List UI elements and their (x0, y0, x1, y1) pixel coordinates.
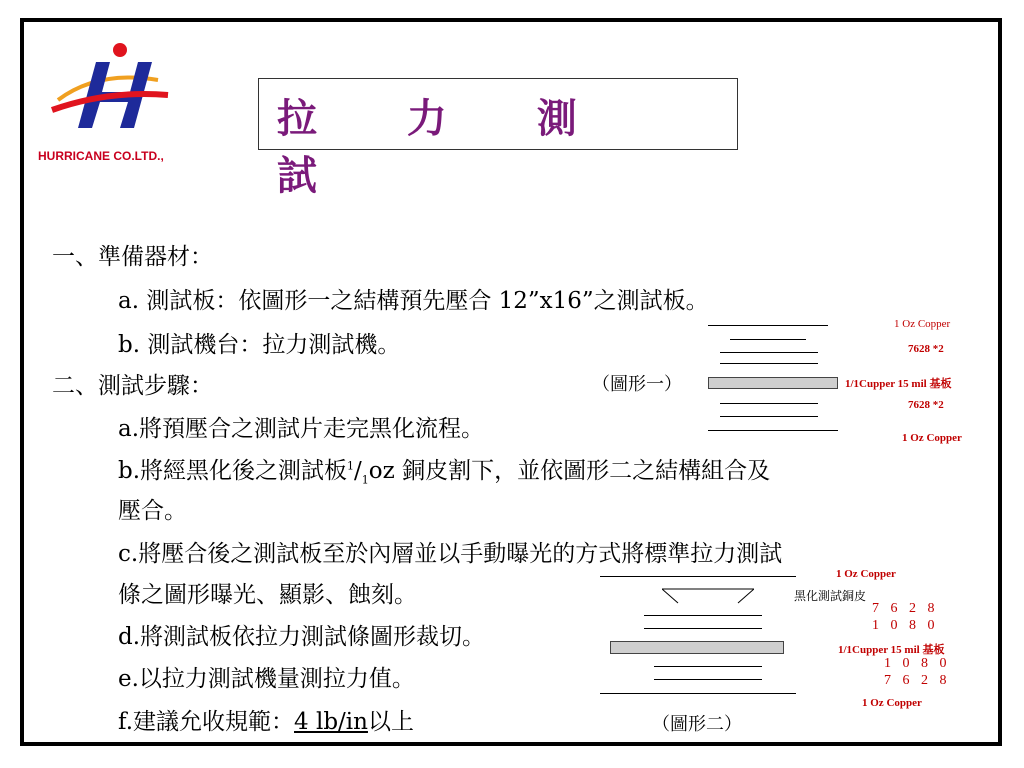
s2b-sub: 1 (361, 473, 369, 487)
section-2-heading: 二、測試步驟： (52, 373, 213, 399)
fig1-bottom-copper-line (708, 430, 838, 431)
fig1-label-core (845, 375, 951, 391)
fig2-label-bottom-copper: 1 Oz Copper (862, 697, 922, 709)
fig2-label-p4: 7 6 2 8 (884, 673, 951, 688)
section-2-item-e: e.以拉力測試機量測拉力值。 (118, 666, 415, 692)
fig1-label-prepreg-bottom: 7628 *2 (908, 399, 944, 411)
s2f-text-post: 以上 (367, 709, 414, 735)
section-1-heading: 一、準備器材： (52, 244, 213, 270)
fig2-label-p2: 1 0 8 0 (872, 618, 939, 633)
fig1-prepreg-line-1 (730, 339, 806, 340)
s2b-text-post: oz 銅皮割下，並依圖形二之結構組合及 (368, 458, 771, 484)
section-2-item-c: c.將壓合後之測試板至於內層並以手動曝光的方式將標準拉力測試 (118, 541, 783, 567)
s2b-text-pre: b.將經黑化後之測試板 (118, 458, 348, 484)
fig2-core-bar (610, 641, 784, 654)
title-box (258, 78, 738, 199)
hurricane-logo-icon (38, 40, 188, 140)
fig1-top-copper-line (708, 325, 828, 326)
section-2-item-b-cont: 壓合。 (118, 498, 187, 524)
fig1-label-prepreg-top: 7628 *2 (908, 343, 944, 355)
fig1-prepreg-line-5 (720, 416, 818, 417)
fig2-prepreg-line-3 (654, 666, 762, 667)
fig1-label-bottom-copper: 1 Oz Copper (902, 432, 962, 444)
fig1-prepreg-line-3 (720, 363, 818, 364)
section-2-item-c-cont: 條之圖形曝光、顯影、蝕刻。 (118, 582, 417, 608)
fig2-prepreg-line-4 (654, 679, 762, 680)
section-2-item-a: a.將預壓合之測試片走完黑化流程。 (118, 416, 485, 442)
fig2-black-oxide-trapezoid (662, 588, 754, 604)
fig2-label-black-oxide: 黑化測試銅皮 (794, 589, 867, 603)
fig2-label-p1: 7 6 2 8 (872, 601, 939, 616)
page-title: 拉 力 測 試 (277, 95, 615, 199)
company-name: HURRICANE CO.LTD., (38, 149, 164, 163)
fig1-prepreg-line-2 (720, 352, 818, 353)
fig2-top-copper-line (600, 576, 796, 577)
section-1-item-b: b. 測試機台：拉力測試機。 (118, 332, 401, 358)
fig1-prepreg-line-4 (720, 403, 818, 404)
figure-1-caption: （圖形一） (592, 374, 682, 395)
figure-2-caption: （圖形二） (652, 714, 742, 735)
fig1-label-top-copper: 1 Oz Copper (894, 318, 951, 330)
fig2-label-top-copper: 1 Oz Copper (836, 568, 896, 580)
s2b-sup: 1 (347, 459, 355, 473)
fig2-label-p3: 1 0 8 0 (884, 656, 951, 671)
fig1-core-suffix: 基板 (929, 378, 952, 390)
section-2-item-f (118, 703, 414, 736)
section-1-item-a: a. 測試板：依圖形一之結構預先壓合 12”x16”之測試板。 (118, 288, 709, 314)
acceptance-value: 4 lb/in (294, 709, 368, 735)
fig1-core-text: 1/1Cupper 15 mil (845, 378, 927, 390)
s2f-text-pre: f.建議允收規範： (118, 709, 295, 735)
fig2-label-core (838, 641, 944, 657)
fig2-core-suffix: 基板 (922, 644, 945, 656)
fig2-core-text: 1/1Cupper 15 mil (838, 644, 920, 656)
section-2-item-b (118, 452, 770, 487)
s2b-slash: / (354, 458, 362, 484)
section-2-item-d: d.將測試板依拉力測試條圖形裁切。 (118, 624, 486, 650)
fig2-bottom-copper-line (600, 693, 796, 694)
fig2-prepreg-line-1 (644, 615, 762, 616)
fig2-prepreg-line-2 (644, 628, 762, 629)
fig1-core-bar (708, 377, 838, 389)
